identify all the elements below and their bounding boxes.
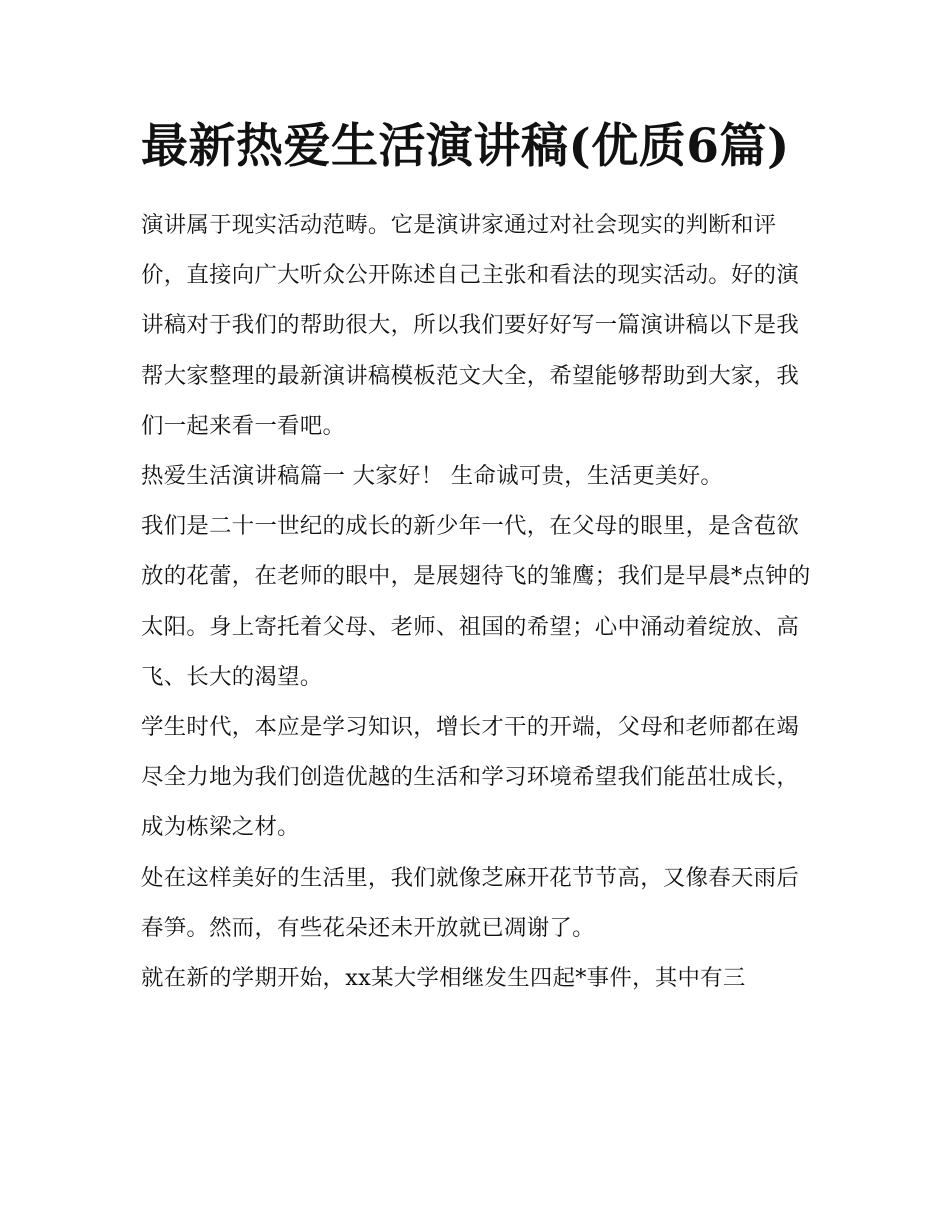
document-title: 最新热爱生活演讲稿(优质6篇) [141,119,790,174]
paragraph-student-era: 学生时代，本应是学习知识，增长才干的开端，父母和老师都在竭尽全力地为我们创造优越的生活和学习环境希望我们能茁壮成长，成为栋梁之材。 [141,714,800,841]
paragraph-greeting: 热爱生活演讲稿篇一 大家好！ 生命诚可贵，生活更美好。 [141,463,724,490]
paragraph-generation: 我们是二十一世纪的成长的新少年一代，在父母的眼里，是含苞欲放的花蕾，在老师的眼中，是展翅待飞的雏鹰；我们是早晨*点钟的太阳。身上寄托着父母、老师、祖国的希望；心中涌动着绽放、高飞、长大的渴望。 [141,513,811,690]
paragraph-new-semester: 就在新的学期开始，xx某大学相继发生四起*事件，其中有三 [141,965,746,992]
paragraph-good-life: 处在这样美好的生活里，我们就像芝麻开花节节高，又像春天雨后春笋。然而，有些花朵还未开放就已凋谢了。 [141,864,800,941]
document-page [141,112,816,1003]
paragraph-intro: 演讲属于现实活动范畴。它是演讲家通过对社会现实的判断和评价，直接向广大听众公开陈述自己主张和看法的现实活动。好的演讲稿对于我们的帮助很大，所以我们要好好写一篇演讲稿以下是我帮大家整理的最新演讲稿模板范文大全，希望能够帮助到大家，我们一起来看一看吧。 [141,212,800,439]
